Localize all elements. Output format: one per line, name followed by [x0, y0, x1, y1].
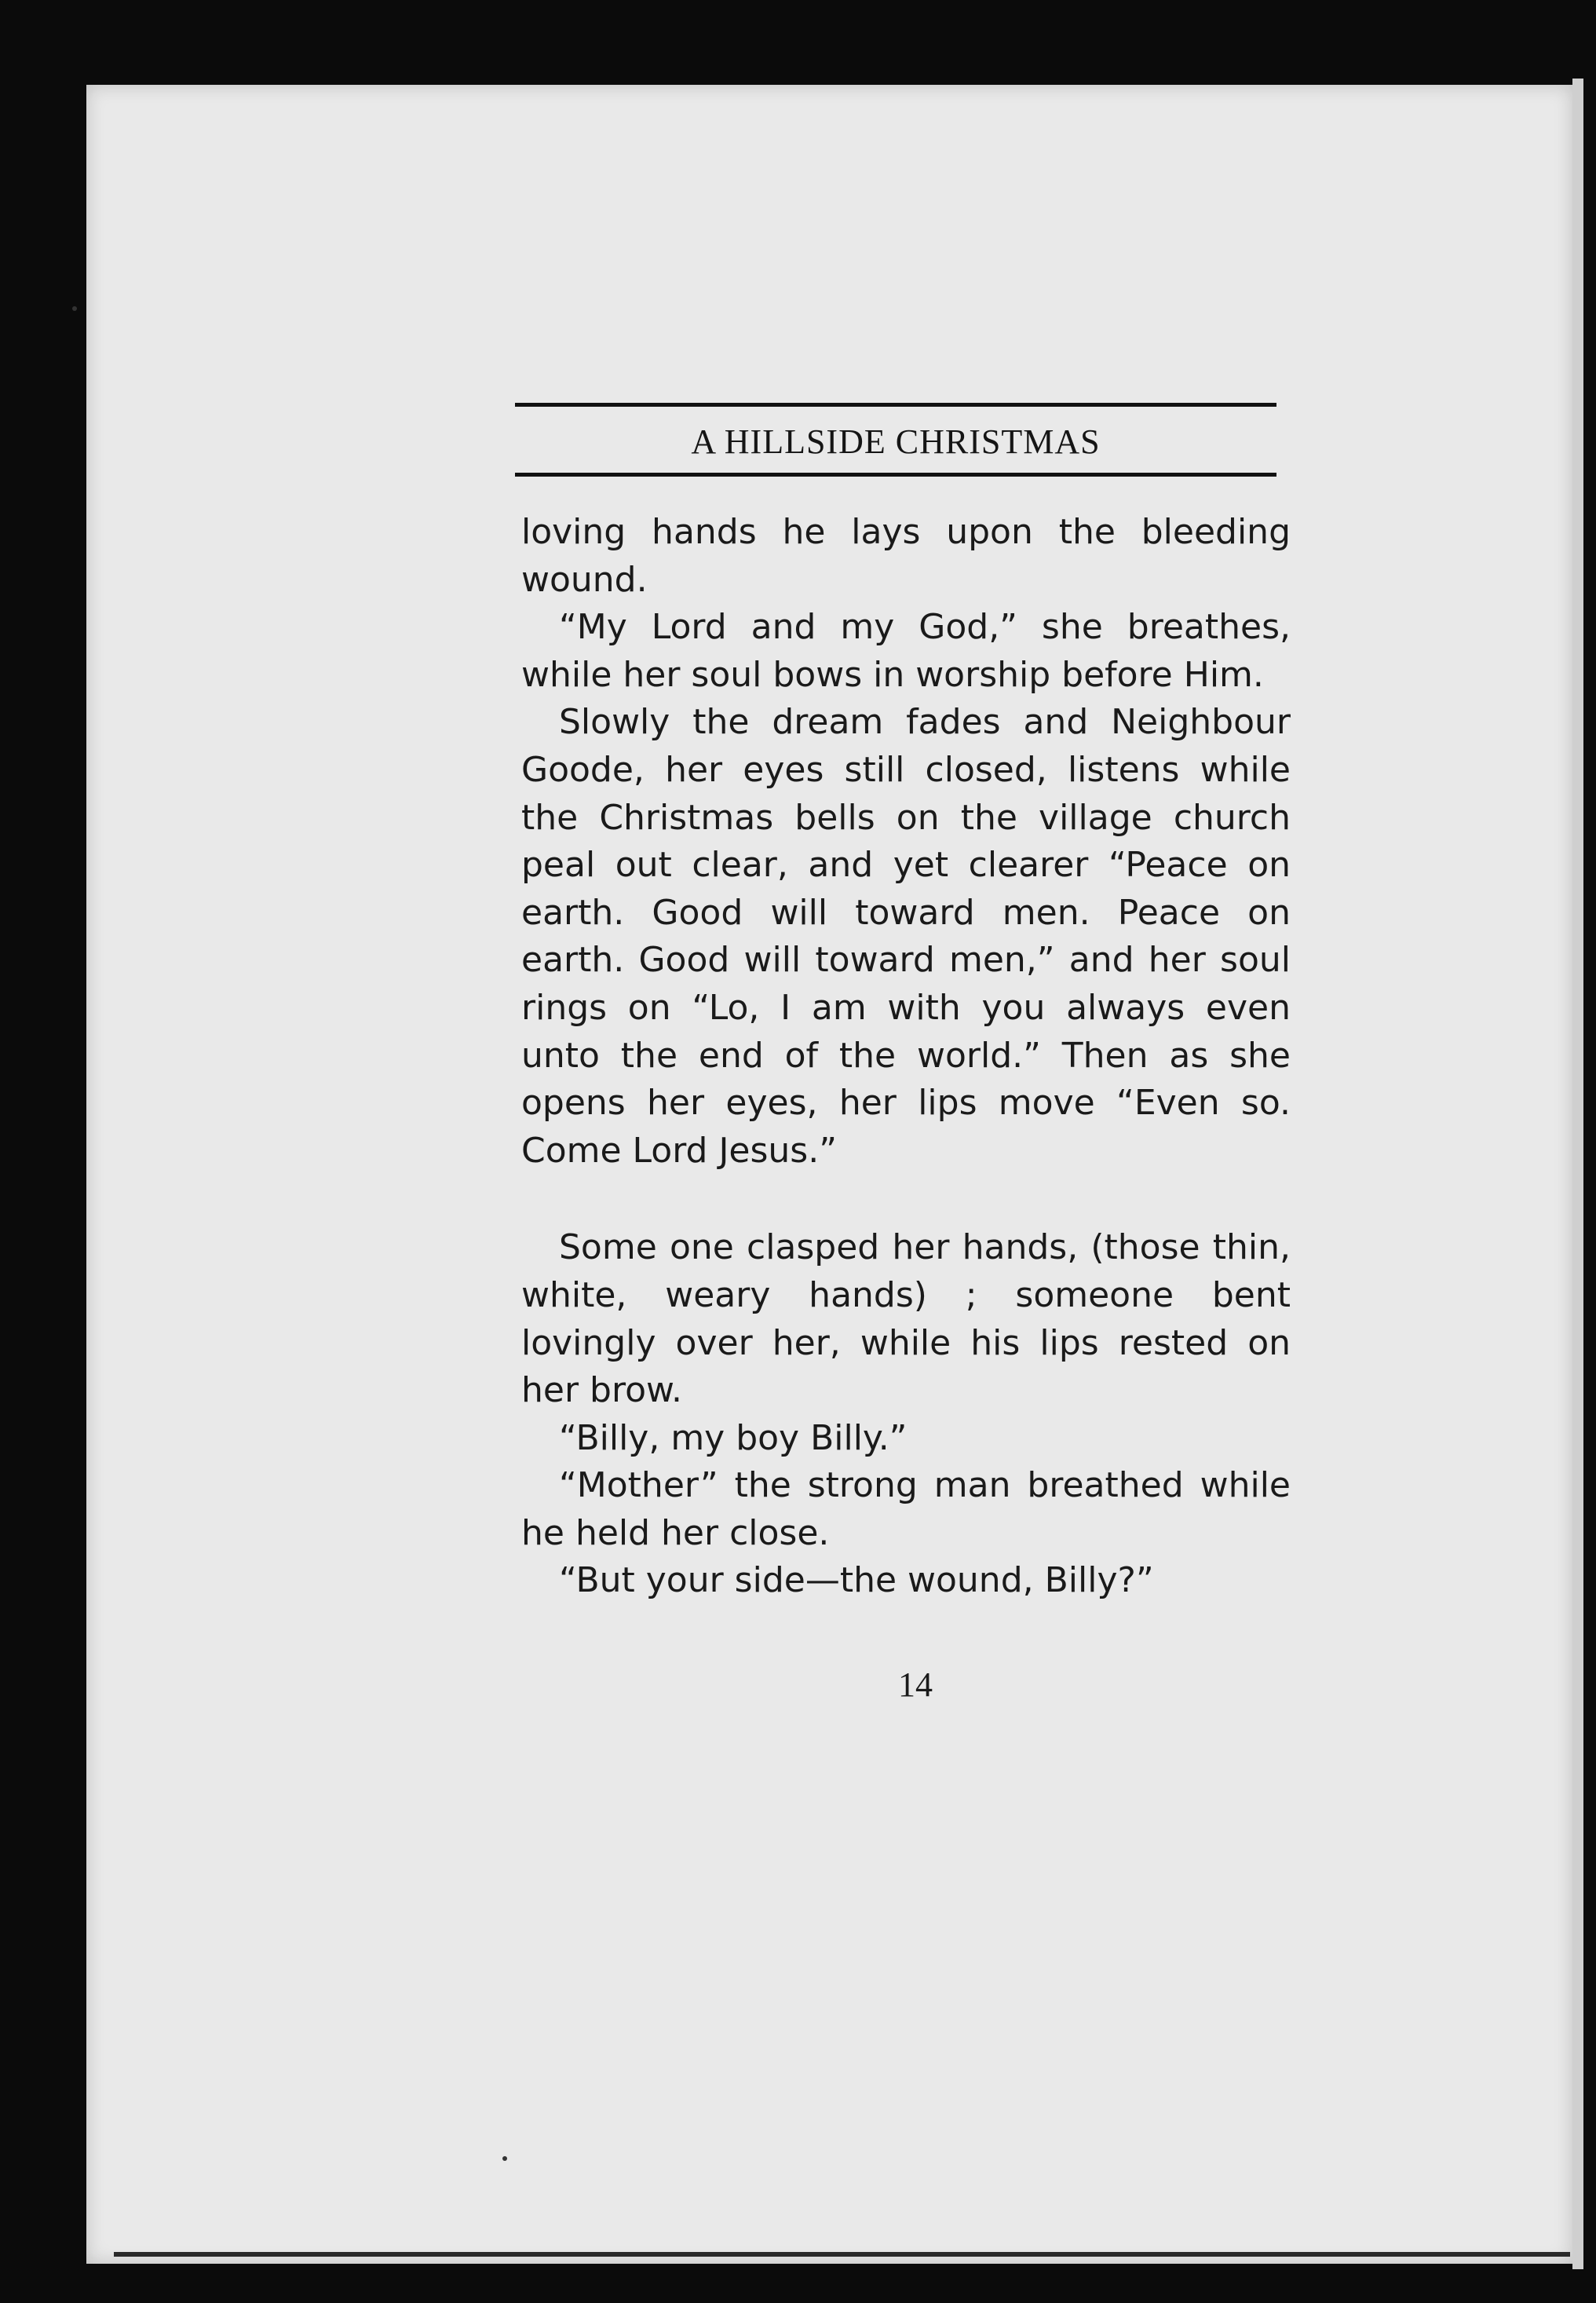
running-head: A HILLSIDE CHRISTMAS [691, 422, 1101, 461]
paragraph: loving hands he lays upon the bleeding wound. [521, 512, 1291, 600]
paragraph: “Mother” the strong man breathed while he held her close. [521, 1465, 1291, 1553]
header-rule-top [515, 403, 1276, 407]
page-edge [1572, 79, 1583, 2269]
body-text [521, 509, 1291, 1605]
header-rule-bottom [515, 473, 1276, 477]
section-break [521, 1175, 1291, 1224]
paragraph: Slowly the dream fades and Neighbour Goode, her eyes still closed, listens while the Christmas bells on the village church peal out clear, and yet clearer “Peace on earth. Good will toward men. Peace on earth. Good will toward men,” and her soul rings on “Lo, I am with you always even unto the end of the world.” Then as she opens her eyes, her lips move “Even so. Come Lord Jesus.” [521, 702, 1291, 1171]
paragraph: “But your side—the wound, Billy?” [559, 1560, 1154, 1601]
paragraph: “Billy, my boy Billy.” [559, 1417, 908, 1458]
paragraph: “My Lord and my God,” she breathes, while her soul bows in worship before Him. [521, 607, 1291, 695]
paragraph: Some one clasped her hands, (those thin, white, weary hands) ; someone bent lovingly over her, while his lips rested on her brow. [521, 1227, 1291, 1411]
page-edge-bottom [114, 2252, 1570, 2257]
page-number: 14 [898, 1665, 933, 1704]
scan-speck [502, 2156, 507, 2161]
scan-speck [72, 306, 77, 311]
